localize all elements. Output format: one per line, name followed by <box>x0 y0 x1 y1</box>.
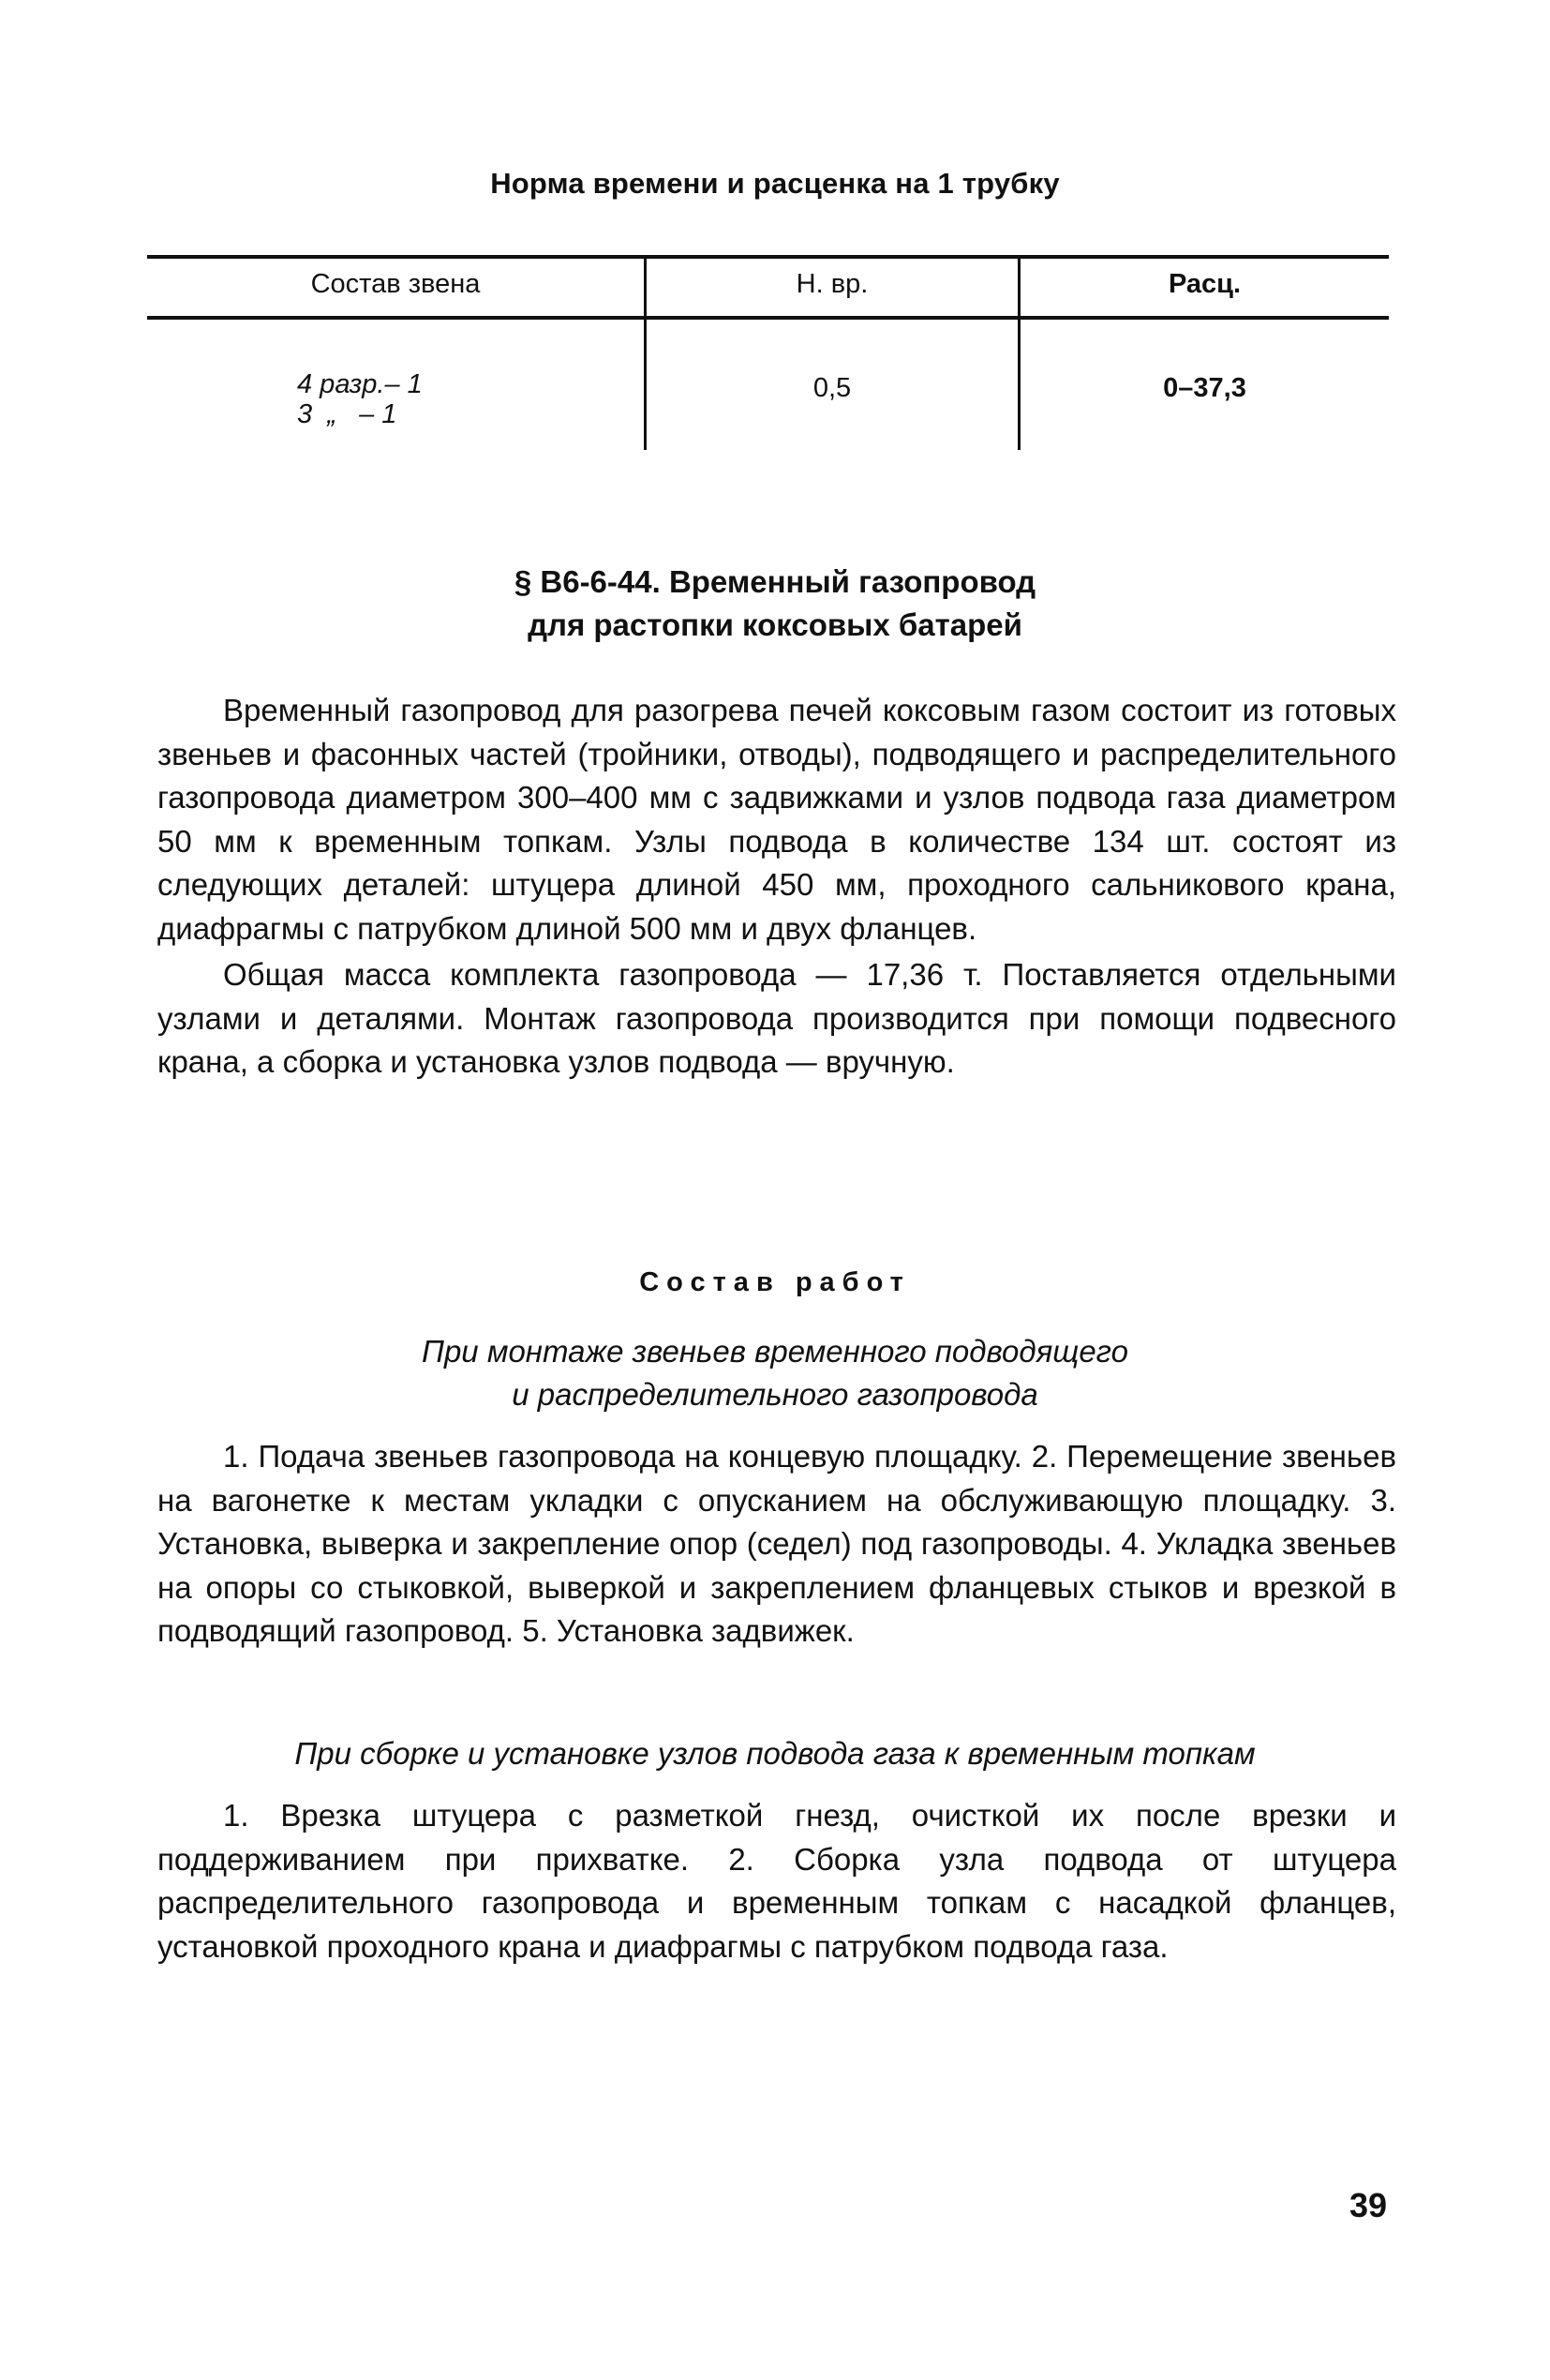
group2-text <box>157 1794 1396 1968</box>
header-time-norm: Н. вр. <box>796 269 869 299</box>
header-rate: Расц. <box>1168 269 1242 299</box>
description-text <box>157 689 1396 1085</box>
group1-heading-line2: и распределительного газопровода <box>512 1377 1038 1412</box>
work-composition-heading: Состав работ <box>639 1267 911 1297</box>
table-caption: Норма времени и расценка на 1 трубку <box>490 167 1060 200</box>
rate-table <box>147 255 1389 454</box>
cell-time-norm: 0,5 <box>812 373 852 403</box>
group1-text <box>157 1435 1396 1654</box>
table-header-rule <box>147 316 1389 320</box>
paragraph: Общая масса комплекта газопровода — 17,36 т. Поставляется отдельными узлами и деталями. Монтаж газопровода производится при помощи подвесного крана, а сборка и установка узлов подвода — вручную. <box>157 957 1396 1079</box>
table-top-rule <box>147 255 1389 259</box>
cell-rate: 0–37,3 <box>1163 373 1246 403</box>
paragraph: Временный газопровод для разогрева печей коксовым газом состоит из готовых звеньев и фасонных частей (тройники, отводы), подводящего и распределительного газопровода диаметром 300–400 мм с задвижками и узлов подвода газа диаметром 50 мм к временным топкам. Узлы подвода в количестве 134 шт. состоят из следующих деталей: штуцера длиной 450 мм, проходного сальникового крана, диафрагмы с патрубком длиной 500 мм и двух фланцев. <box>157 693 1396 946</box>
page-number: 39 <box>1349 2186 1388 2224</box>
group1-heading <box>0 1330 1550 1416</box>
section-title-line1: § В6-6-44. Временный газопровод <box>514 564 1036 599</box>
section-title-line2: для растопки коксовых батарей <box>528 607 1022 642</box>
cell-brigade: 4 разр.– 1 3 „ – 1 <box>297 369 423 429</box>
group1-heading-line1: При монтаже звеньев временного подводящего <box>422 1334 1128 1369</box>
paragraph: 1. Подача звеньев газопровода на концевую площадку. 2. Перемещение звеньев на вагонетке к местам укладки с опусканием на обслуживающую площадку. 3. Установка, выверка и закрепление опор (седел) под газопроводы. 4. Укладка звеньев на опоры со стыковкой, выверкой и закреплением фланцевых стыков и врезкой в подводящий газопровод. 5. Установка задвижек. <box>157 1439 1396 1648</box>
paragraph: 1. Врезка штуцера с разметкой гнезд, очисткой их после врезки и поддерживанием при прихватке. 2. Сборка узла подвода от штуцера распределительного газопровода и временным топкам с насадкой фланцев, установкой проходного крана и диафрагмы с патрубком подвода газа. <box>157 1798 1396 1964</box>
header-brigade: Состав звена <box>310 269 481 299</box>
group2-heading: При сборке и установке узлов подвода газа к временным топкам <box>294 1736 1256 1771</box>
section-title <box>0 561 1550 647</box>
